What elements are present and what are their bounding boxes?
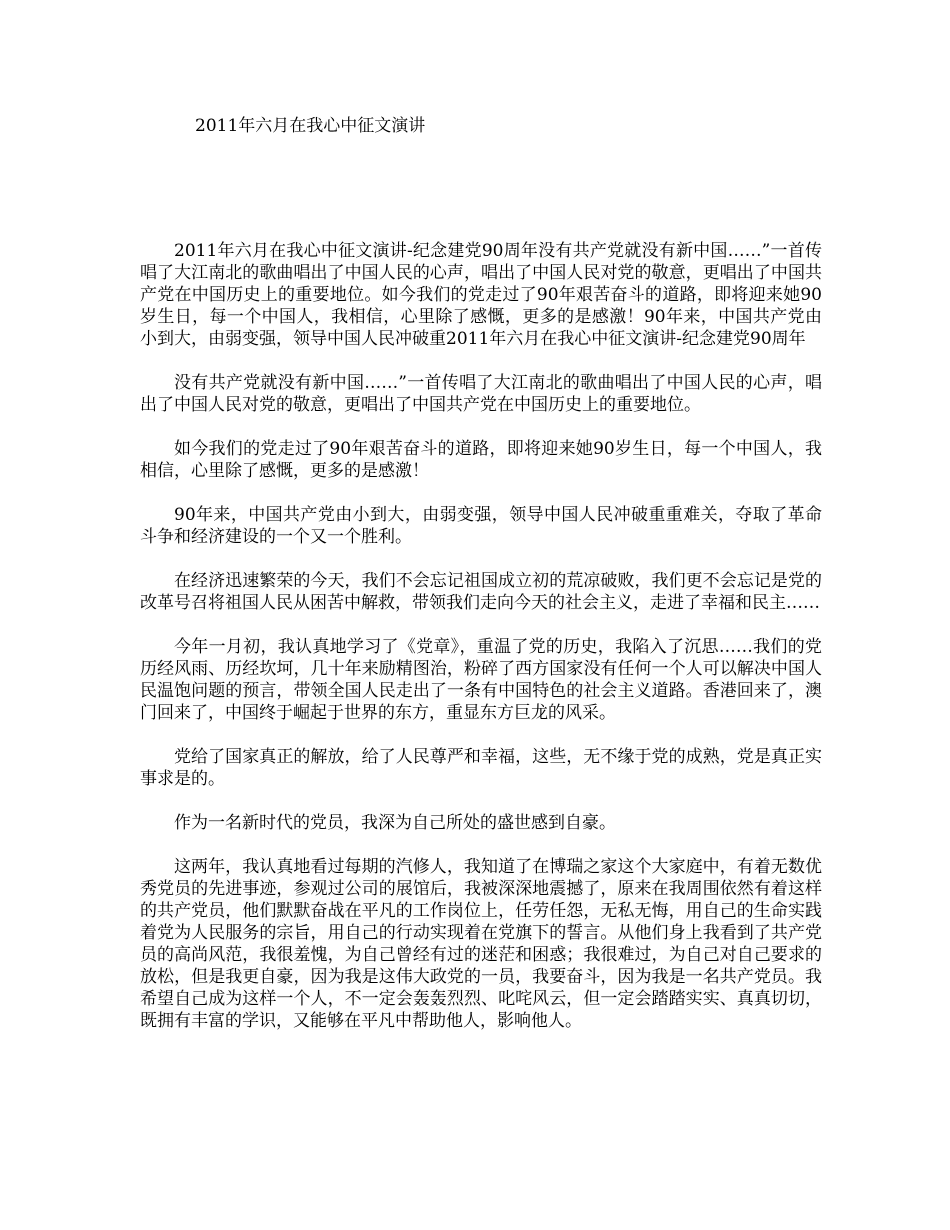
paragraph-3: 如今我们的党走过了90年艰苦奋斗的道路，即将迎来她90岁生日，每一个中国人，我相信，心里除了感慨，更多的是感激！ — [140, 439, 822, 481]
paragraph-9: 这两年，我认真地看过每期的汽修人，我知道了在博瑞之家这个大家庭中，有着无数优秀党员的先进事迹，参观过公司的展馆后，我被深深地震撼了，原来在我周围依然有着这样的共产党员，他们默默奋战在平凡的工作岗位上，任劳任怨，无私无悔，用自己的生命实践着党为人民服务的宗旨，用自己的行动实现着在党旗下的誓言。从他们身上我看到了共产党员的高尚风范，我很羞愧，为自己曾经有过的迷茫和困惑；我很难过，为自己对自己要求的放松，但是我更自豪，因为我是这伟大政党的一员，我要奋斗，因为我是一名共产党员。我希望自己成为这样一个人，不一定会轰轰烈烈、叱咤风云，但一定会踏踏实实、真真切切，既拥有丰富的学识，又能够在平凡中帮助他人，影响他人。 — [140, 857, 822, 1031]
document-body — [140, 240, 822, 1054]
paragraph-2: 没有共产党就没有新中国……”一首传唱了大江南北的歌曲唱出了中国人民的心声，唱出了中国人民对党的敬意，更唱出了中国共产党在中国历史上的重要地位。 — [140, 373, 822, 415]
paragraph-6: 今年一月初，我认真地学习了《党章》，重温了党的历史，我陷入了沉思……我们的党历经风雨、历经坎坷，几十年来励精图治，粉碎了西方国家没有任何一个人可以解决中国人民温饱问题的预言，带领全国人民走出了一条有中国特色的社会主义道路。香港回来了，澳门回来了，中国终于崛起于世界的东方，重显东方巨龙的风采。 — [140, 637, 822, 723]
paragraph-8: 作为一名新时代的党员，我深为自己所处的盛世感到自豪。 — [174, 813, 616, 833]
paragraph-5: 在经济迅速繁荣的今天，我们不会忘记祖国成立初的荒凉破败，我们更不会忘记是党的改革号召将祖国人民从困苦中解救，带领我们走向今天的社会主义，走进了幸福和民主…… — [140, 571, 822, 613]
document-title: 2011年六月在我心中征文演讲 — [195, 116, 426, 136]
paragraph-4: 90年来，中国共产党由小到大，由弱变强，领导中国人民冲破重重难关，夺取了革命斗争和经济建设的一个又一个胜利。 — [140, 505, 822, 547]
paragraph-7: 党给了国家真正的解放，给了人民尊严和幸福，这些，无不缘于党的成熟，党是真正实事求是的。 — [140, 747, 822, 789]
paragraph-1: 2011年六月在我心中征文演讲-纪念建党90周年没有共产党就没有新中国……”一首传唱了大江南北的歌曲唱出了中国人民的心声，唱出了中国人民对党的敬意，更唱出了中国共产党在中国历史上的重要地位。如今我们的党走过了90年艰苦奋斗的道路，即将迎来她90岁生日，每一个中国人，我相信，心里除了感慨，更多的是感激！90年来，中国共产党由小到大，由弱变强，领导中国人民冲破重2011年六月在我心中征文演讲-纪念建党90周年 — [140, 241, 822, 349]
